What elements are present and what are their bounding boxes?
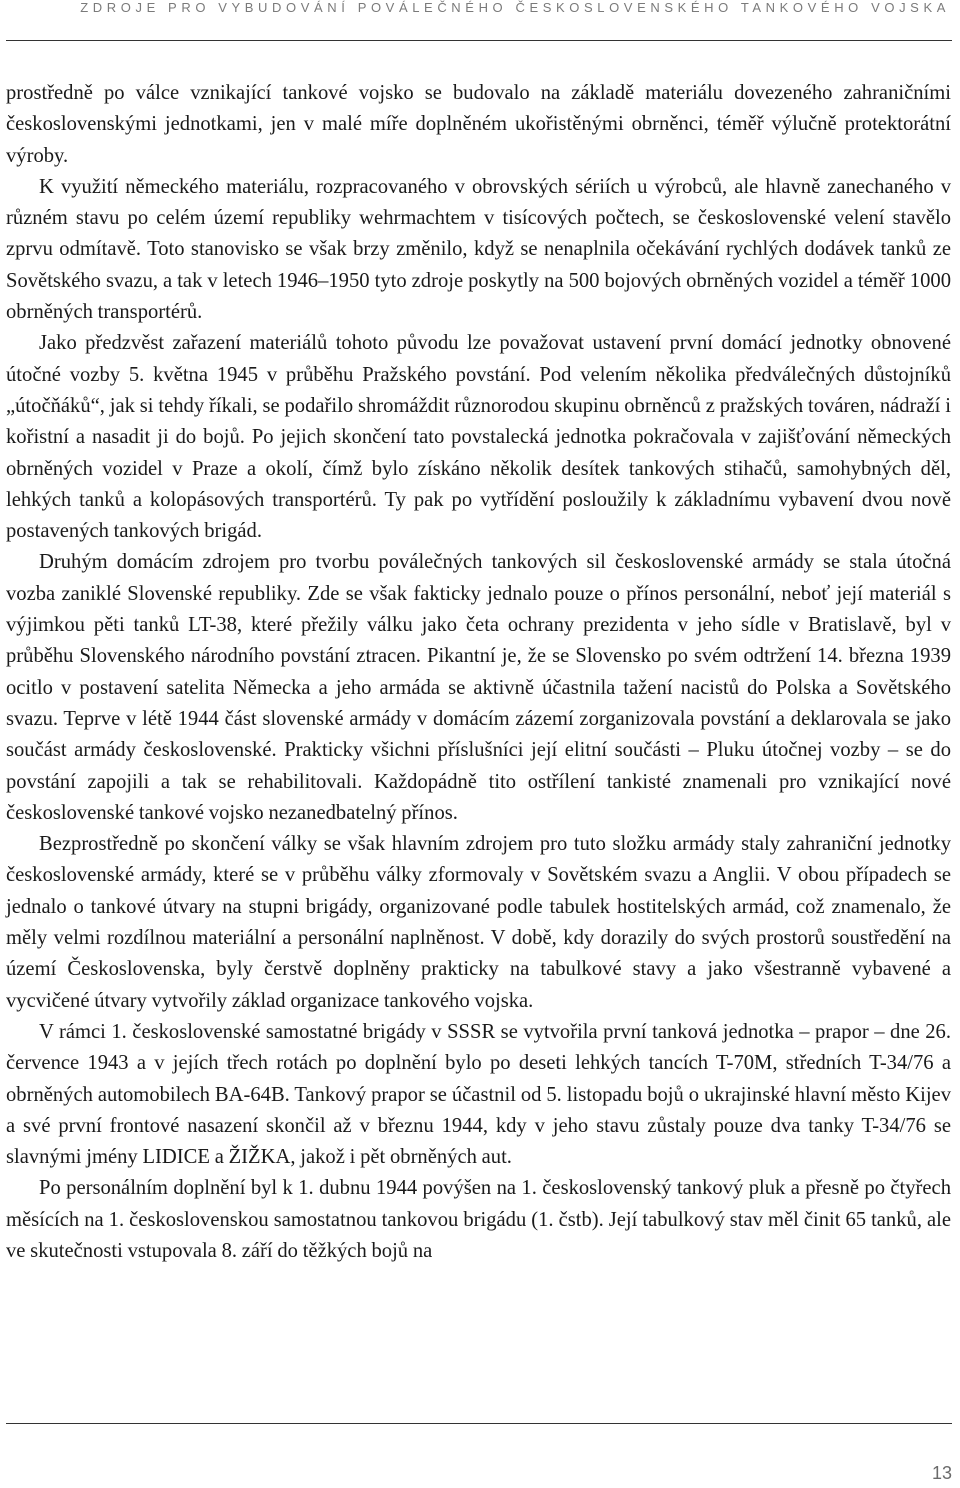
running-header bbox=[0, 0, 960, 44]
header-rule bbox=[6, 40, 952, 41]
running-title: ZDROJE PRO VYBUDOVÁNÍ POVÁLEČNÉHO ČESKOSLOVENSKÉHO TANKOVÉHO VOJSKA bbox=[80, 0, 950, 15]
paragraph-6: V rámci 1. československé samostatné brigády v SSSR se vytvořila první tanková jednotka – prapor – dne 26. července 1943 a v jejích třech rotách po doplnění bylo po deseti lehkých tancích T-70M, středních T-34/76 a obrněných automobilech BA-64B. Tankový prapor se účastnil od 5. listopadu bojů o ukrajinské hlavní město Kijev a své první frontové nasazení skončil až v březnu 1944, kdy v jeho stavu zůstaly pouze dva tanky T-34/76 se slavnými jmény LIDICE a ŽIŽKA, jakož i pět obrněných aut. bbox=[6, 1020, 951, 1169]
footer-rule bbox=[6, 1423, 952, 1424]
body-text bbox=[6, 78, 951, 1267]
paragraph-7: Po personálním doplnění byl k 1. dubnu 1944 povýšen na 1. československý tankový pluk a přesně po čtyřech měsících na 1. československou samostatnou tankovou brigádu (1. čstb). Její tabulkový stav měl činit 65 tanků, ale ve skutečnosti vstupovala 8. září do těžkých bojů na bbox=[6, 1177, 951, 1262]
paragraph-1: prostředně po válce vznikající tankové vojsko se budovalo na základě materiálu dovezeného zahraničními československými jednotkami, jen v malé míře doplněném ukořistěnými obrněnci, téměř výlučně protektorátní výroby. bbox=[6, 82, 951, 167]
page-number: 13 bbox=[931, 1463, 952, 1483]
paragraph-5: Bezprostředně po skončení války se však hlavním zdrojem pro tuto složku armády staly zahraniční jednotky československé armády, které se v průběhu války zformovaly v Sovětském svazu a Anglii. V obou případech se jednalo o tankové útvary na stupni brigády, organizované podle tabulek hostitelských armád, což znamenalo, že měly velmi rozdílnou materiální a personální naplněnost. V době, kdy dorazily do svých prostorů soustředění na území Československa, byly čerstvě doplněny prakticky na tabulkové stavy a jako všestranně vybavené a vycvičené útvary vytvořily základ organizace tankového vojska. bbox=[6, 833, 951, 1012]
paragraph-3: Jako předzvěst zařazení materiálů tohoto původu lze považovat ustavení první domácí jednotky obnovené útočné vozby 5. května 1945 v průběhu Pražského povstání. Pod velením několika předválečných důstojníků „útočňáků“, jak si tehdy říkali, se podařilo shromáždit různorodou skupinu obrněnců z pražských továren, nádraží i kořistní a nasadit ji do bojů. Po jejich skončení tato povstalecká jednotka pokračovala v zajišťování německých obrněných vozidel v Praze a okolí, čímž bylo získáno několik desítek tankových stihačů, samohybných děl, lehkých tanků a kolopásových transportérů. Ty pak po vytřídění posloužily k základnímu vybavení dvou nově postavených tankových brigád. bbox=[6, 332, 951, 543]
paragraph-4: Druhým domácím zdrojem pro tvorbu poválečných tankových sil československé armády se stala útočná vozba zaniklé Slovenské republiky. Zde se však fakticky jednalo pouze o přínos personální, neboť její materiál s výjimkou pěti tanků LT-38, které přežily válku jako četa ochrany prezidenta v jeho sídle v Bratislavě, byl v průběhu Slovenského národního povstání ztracen. Pikantní je, že se Slovensko po svém odtržení 14. března 1939 ocitlo v postavení satelita Německa a jeho armáda se aktivně účastnila tažení nacistů do Polska a Sovětského svazu. Teprve v létě 1944 část slovenské armády v domácím zázemí zorganizovala povstání a deklarovala se jako součást armády československé. Prakticky všichni příslušníci její elitní součásti – Pluku útočnej vozby – se do povstání zapojili a tak se rehabilitovali. Každopádně tito ostřílení tankisté znamenali pro vznikající nové československé tankové vojsko nezanedbatelný přínos. bbox=[6, 551, 951, 824]
paragraph-2: K využití německého materiálu, rozpracovaného v obrovských sériích u výrobců, ale hlavně zanechaného v různém stavu po celém území republiky wehrmachtem v tisícových počtech, se československé velení stavělo zprvu odmítavě. Toto stanovisko se však brzy změnilo, když se nenaplnila očekávání rychlých dodávek tanků ze Sovětského svazu, a tak v letech 1946–1950 tyto zdroje poskytly na 500 bojových obrněných vozidel a téměř 1000 obrněných transportérů. bbox=[6, 175, 951, 324]
